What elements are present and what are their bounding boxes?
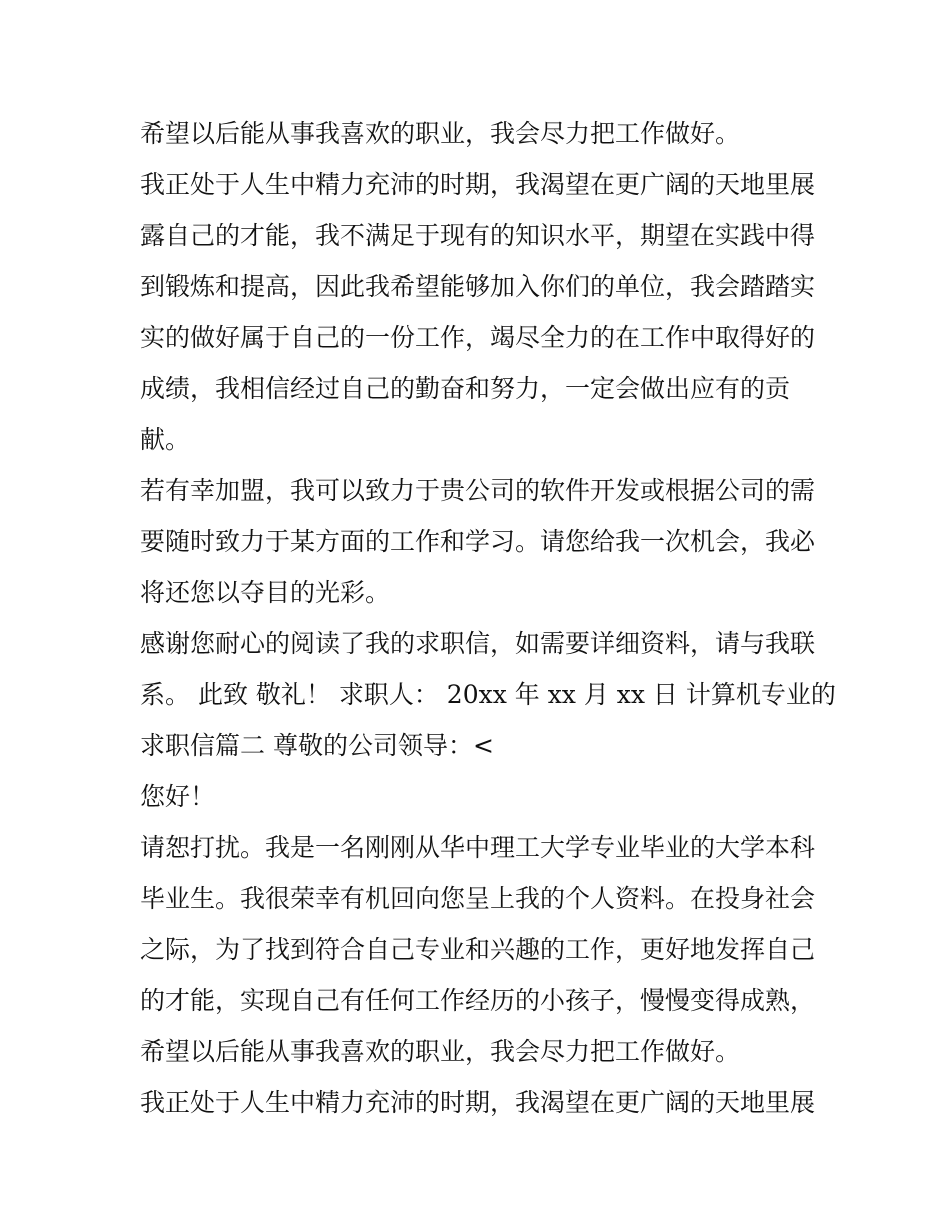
text-line: 献。 (140, 425, 191, 454)
text-line: 的才能，实现自己有任何工作经历的小孩子，慢慢变得成熟， (140, 986, 816, 1015)
text-line: 到锻炼和提高，因此我希望能够加入你们的单位，我会踏踏实 (140, 272, 816, 301)
text-line: 我正处于人生中精力充沛的时期，我渴望在更广阔的天地里展 (140, 1088, 816, 1117)
text-line: 之际，为了找到符合自己专业和兴趣的工作，更好地发挥自己 (140, 935, 816, 964)
text-line: 将还您以夺目的光彩。 (140, 578, 391, 607)
text-line: 实的做好属于自己的一份工作，竭尽全力的在工作中取得好的 (140, 323, 816, 352)
text-line: 系。 此致 敬礼！ 求职人： 20xx 年 xx 月 xx 日 计算机专业的 (140, 680, 836, 709)
text-line: 希望以后能从事我喜欢的职业，我会尽力把工作做好。 (140, 1037, 741, 1066)
text-line: 您好！ (140, 782, 216, 811)
text-line: 希望以后能从事我喜欢的职业，我会尽力把工作做好。 (140, 119, 741, 148)
letter-body (140, 108, 836, 1128)
text-line: 求职信篇二 尊敬的公司领导：< (140, 731, 494, 760)
text-line: 露自己的才能，我不满足于现有的知识水平，期望在实践中得 (140, 221, 816, 250)
text-line: 毕业生。我很荣幸有机回向您呈上我的个人资料。在投身社会 (140, 884, 816, 913)
text-line: 若有幸加盟，我可以致力于贵公司的软件开发或根据公司的需 (140, 476, 816, 505)
text-line: 感谢您耐心的阅读了我的求职信，如需要详细资料，请与我联 (140, 629, 816, 658)
text-line: 请恕打扰。我是一名刚刚从华中理工大学专业毕业的大学本科 (140, 833, 816, 862)
text-line: 我正处于人生中精力充沛的时期，我渴望在更广阔的天地里展 (140, 170, 816, 199)
text-line: 成绩，我相信经过自己的勤奋和努力，一定会做出应有的贡 (140, 374, 791, 403)
text-line: 要随时致力于某方面的工作和学习。请您给我一次机会，我必 (140, 527, 816, 556)
